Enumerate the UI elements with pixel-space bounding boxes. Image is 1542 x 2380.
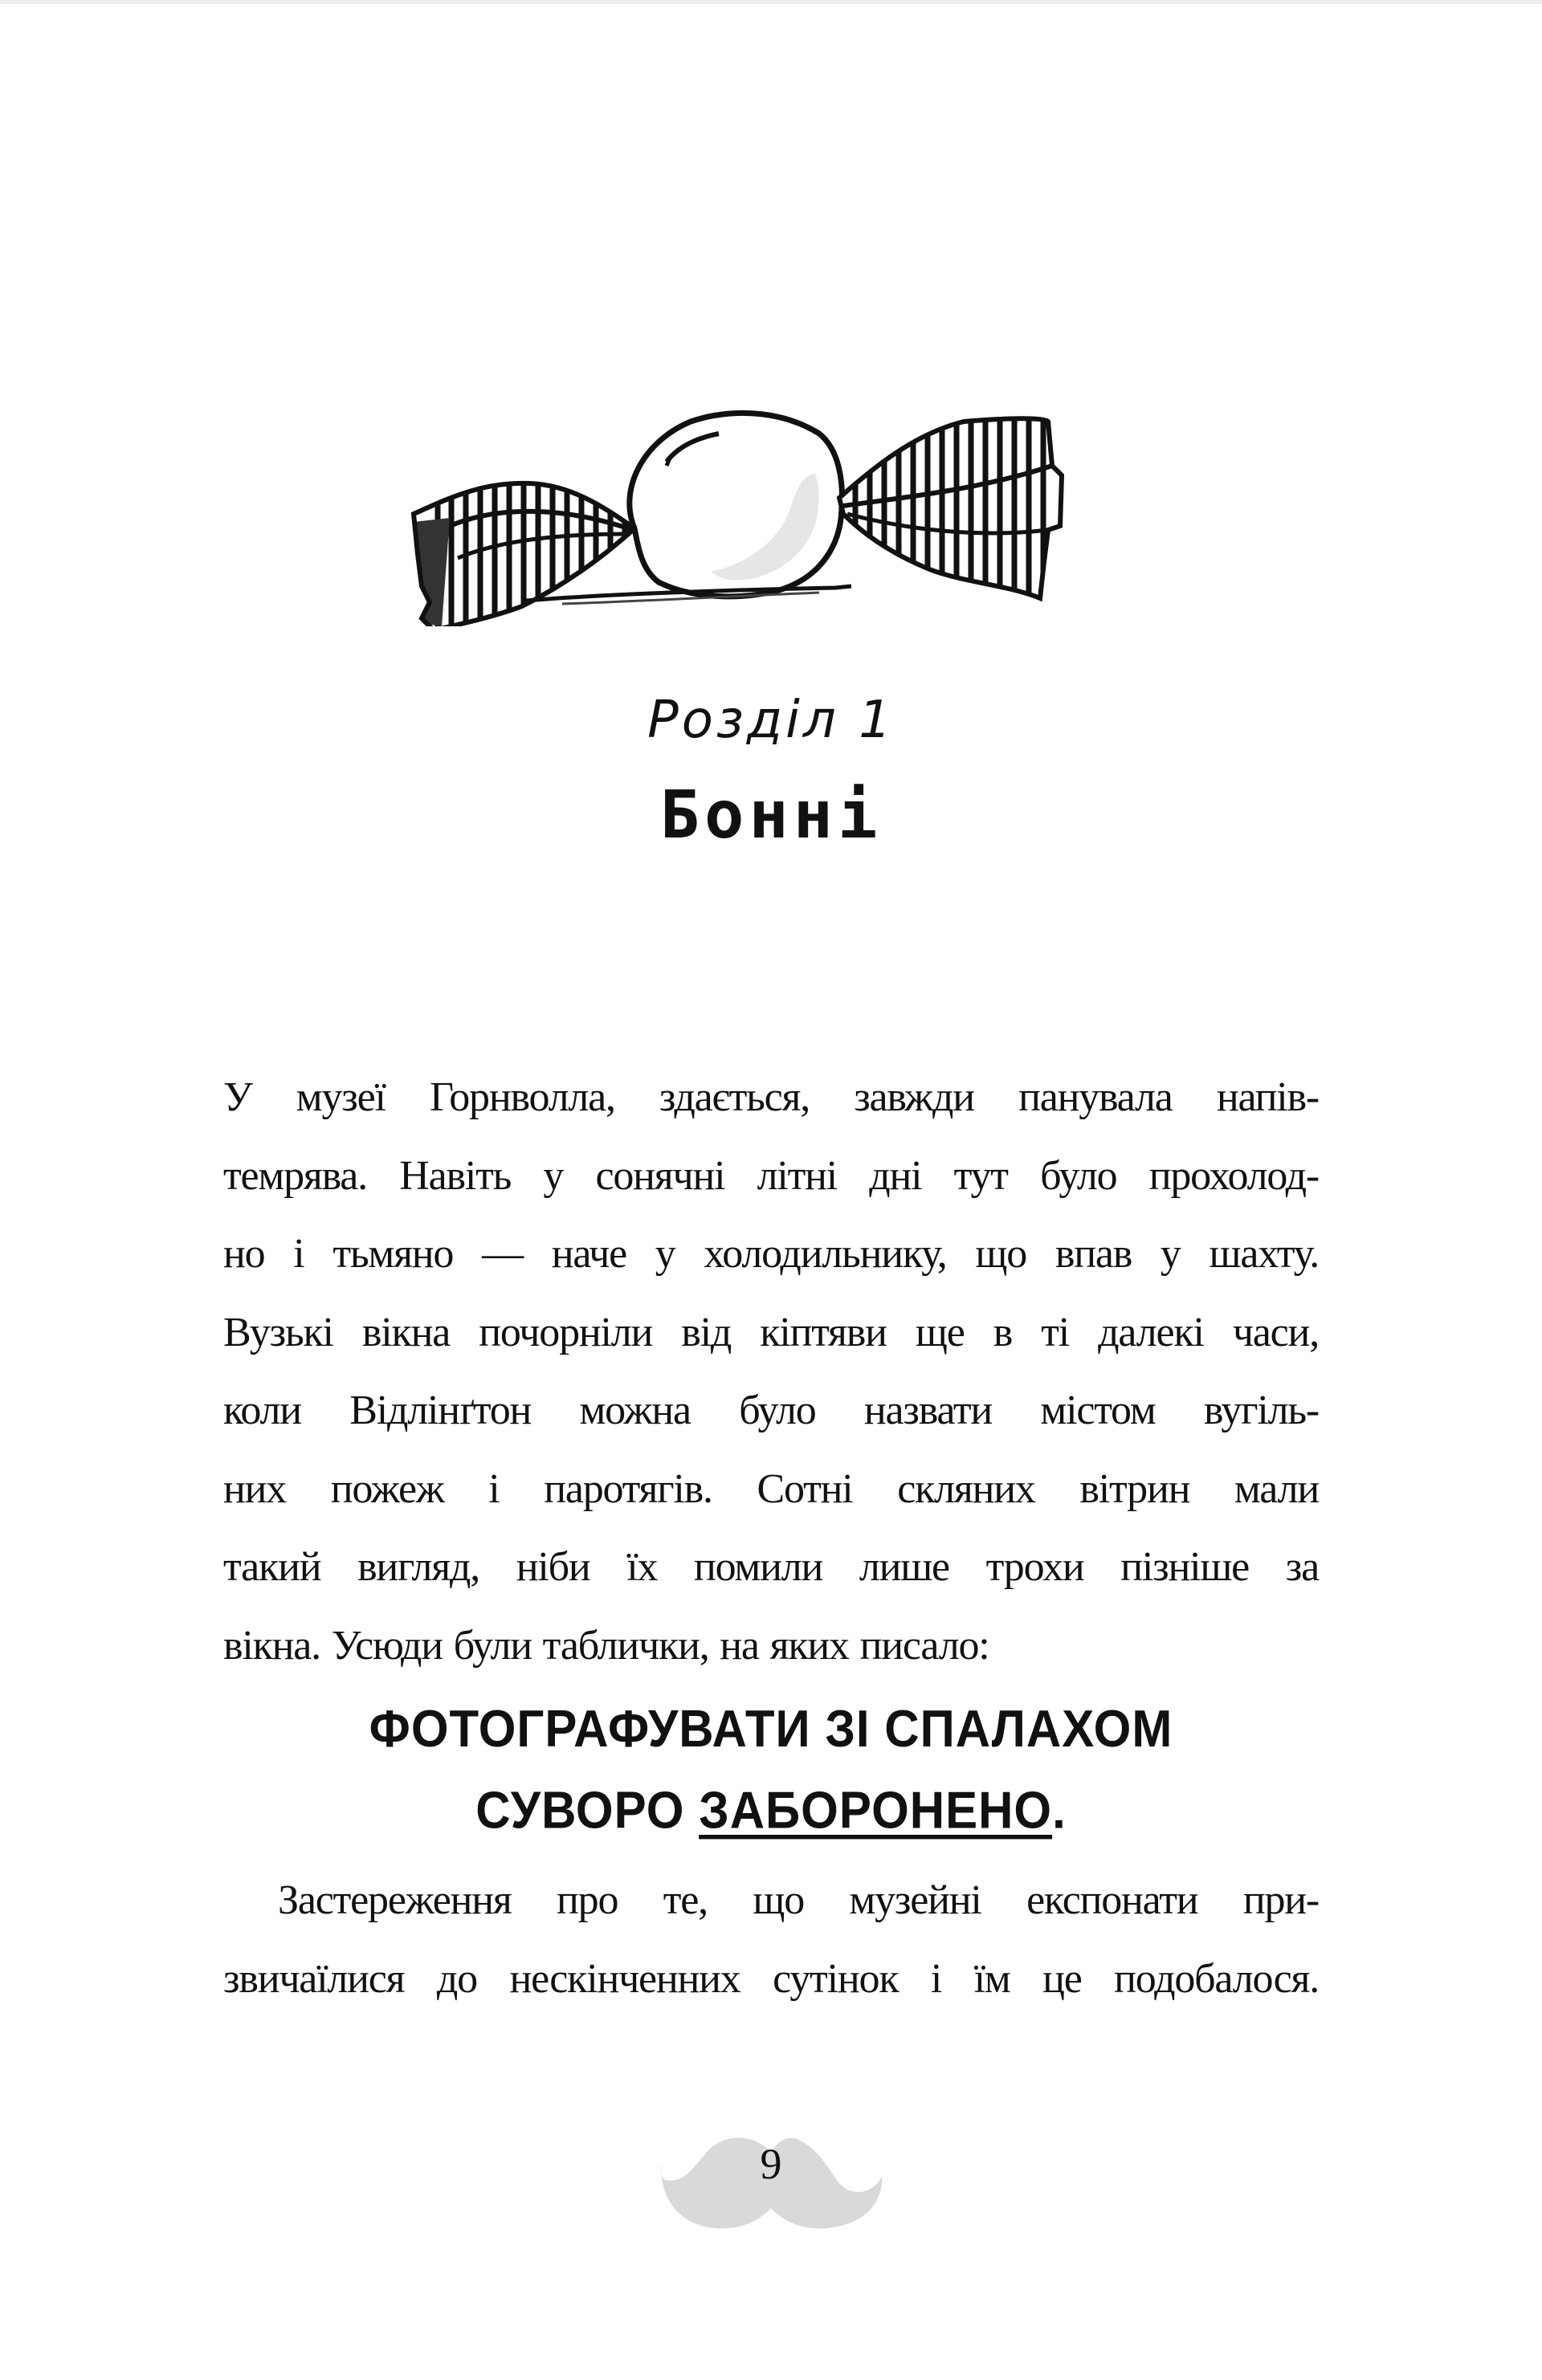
museum-sign-text [0,1688,1542,1851]
sign-underlined-word: ЗАБОРОНЕНО [699,1781,1053,1840]
sign-prefix: СУВОРО [475,1781,700,1840]
sign-line-1: ФОТОГРАФУВАТИ ЗІ СПАЛАХОМ [369,1699,1173,1758]
top-edge-strip [0,0,1542,4]
page-number-folio [659,2120,883,2232]
text-line: такий вигляд, ніби їх помили лише трохи пізніше за [223,1544,1319,1590]
paragraph-1 [223,1058,1319,1685]
text-line: звичаїлися до нескінченних сутінок і їм це подобалося. [223,1955,1319,2002]
text-line: коли Відлінґтон можна було назвати містом вугіль- [223,1388,1319,1433]
wrapped-candy-illustration [402,385,1076,626]
text-line: них пожеж і паротягів. Сотні скляних вітрин мали [223,1465,1319,1512]
text-line: У музеї Горнволла, здається, завжди панувала напів- [223,1074,1319,1120]
candy-icon [402,385,1076,626]
text-line: но і тьмяно — наче у холодильнику, що впав у шахту. [223,1231,1319,1277]
text-line: темрява. Навіть у сонячні літні дні тут було прохолод- [223,1152,1319,1199]
sign-suffix: . [1052,1781,1067,1840]
sign-line-2 [0,1770,1542,1852]
page-number: 9 [760,2140,782,2188]
text-line: вікна. Усюди були таблички, на яких писало: [223,1622,989,1669]
paragraph-2 [223,1861,1319,2018]
text-line: Застереження про те, що музейні експонати при- [278,1877,1319,1923]
text-line: Вузькі вікна почорніли від кіптяви ще в ті далекі часи, [223,1309,1319,1355]
chapter-label: Розділ 1 [647,691,895,750]
chapter-title: Бонні [659,777,883,854]
